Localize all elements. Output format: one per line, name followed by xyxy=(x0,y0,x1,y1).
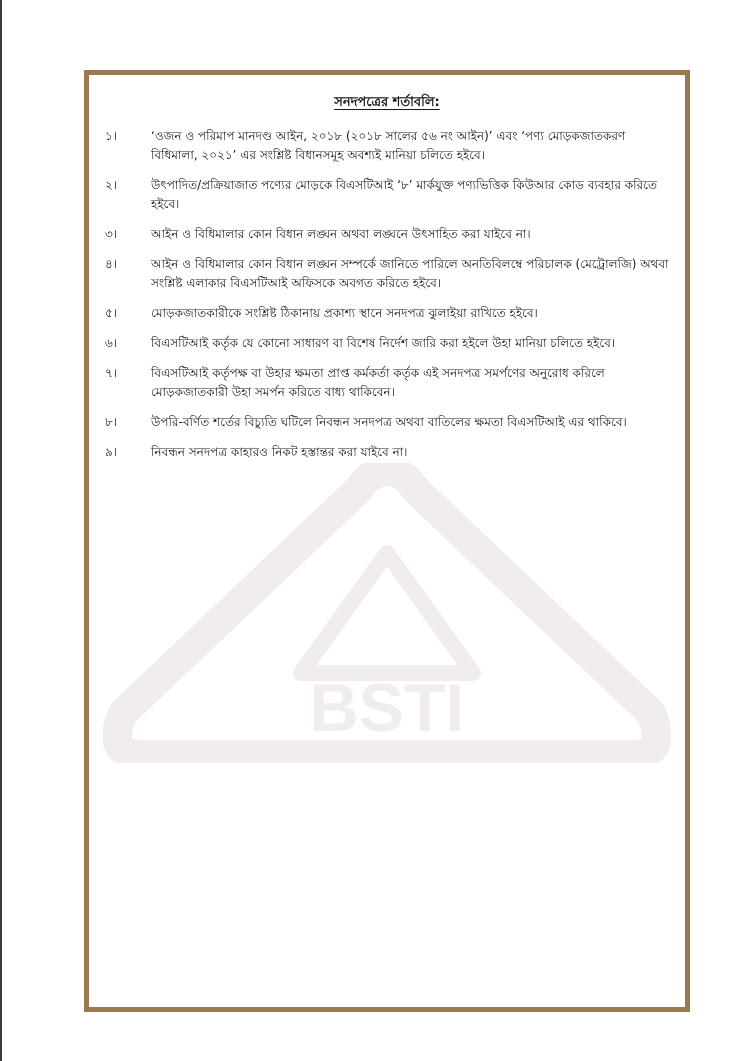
clause-number: ৭। xyxy=(105,366,118,380)
clause-number: ৯। xyxy=(105,445,118,459)
clause-number: ১। xyxy=(105,129,118,143)
clause-text: বিএসটিআই কর্তৃপক্ষ বা উহার ক্ষমতা প্রাপ্ত কর্মকর্তা কর্তৃক এই সনদপত্র সমর্পণের অনুরোধ করিলে মোড়কজাতকারী উহা সমর্পন করিতে বাধ্য থাকিবেন। xyxy=(151,366,605,399)
term-clause xyxy=(89,413,685,432)
clause-number: ৪। xyxy=(105,257,118,271)
clause-text: মোড়কজাতকারীকে সংশ্লিষ্ট ঠিকানায় প্রকাশ্য স্থানে সনদপত্র ঝুলাইয়া রাখিতে হইবে। xyxy=(151,306,538,320)
page-left-edge xyxy=(0,0,2,1061)
clause-text: আইন ও বিধিমালার কোন বিধান লঙ্ঘন সম্পর্কে জানিতে পারিলে অনতিবিলম্বে পরিচালক (মেট্রোলজি) অথবা সংশ্লিষ্ট এলাকার বিএসটিআই অফিসকে অবগত করিতে হইবে। xyxy=(151,257,669,290)
clause-text: আইন ও বিধিমালার কোন বিধান লঙ্ঘন অথবা লঙ্ঘনে উৎসাহিত করা যাইবে না। xyxy=(151,227,531,241)
certificate-content xyxy=(89,75,685,1007)
clause-number: ৩। xyxy=(105,227,118,241)
term-clause xyxy=(89,304,685,323)
clause-text: নিবন্ধন সনদপত্র কাহারও নিকট হস্তান্তর করা যাইবে না। xyxy=(151,445,408,459)
term-clause xyxy=(89,443,685,462)
clause-text: উৎপাদিত/প্রক্রিয়াজাত পণ্যের মোড়কে বিএসটিআই ‘৮’ মার্কযুক্ত পণ্যভিত্তিক কিউআর কোড ব্যবহার করিতে হইবে। xyxy=(151,178,658,211)
clause-text: ‘ওজন ও পরিমাপ মানদণ্ড আইন, ২০১৮ (২০১৮ সালের ৫৬ নং আইন)’ এবং ‘পণ্য মোড়কজাতকরণ বিধিমালা, ২০২১’ এর সংশ্লিষ্ট বিধানসমূহ অবশ্যই মানিয়া চলিতে হইবে। xyxy=(151,129,626,162)
watermark-logo-text: BSTI xyxy=(309,670,465,746)
term-clause xyxy=(89,127,685,165)
term-clause xyxy=(89,255,685,293)
clause-text: উপরি-বর্ণিত শর্তের বিচ্যুতি ঘটিলে নিবন্ধন সনদপত্র অথবা বাতিলের ক্ষমতা বিএসটিআই এর থাকিবে। xyxy=(151,415,627,429)
terms-list xyxy=(89,127,685,473)
term-clause xyxy=(89,176,685,214)
clause-number: ৮। xyxy=(105,415,118,429)
clause-text: বিএসটিআই কর্তৃক যে কোনো সাধারণ বা বিশেষ নির্দেশ জারি করা হইলে উহা মানিয়া চলিতে হইবে। xyxy=(151,336,616,350)
clause-number: ২। xyxy=(105,178,118,192)
clause-number: ৫। xyxy=(105,306,118,320)
certificate-frame xyxy=(84,70,690,1012)
term-clause xyxy=(89,334,685,353)
term-clause xyxy=(89,364,685,402)
clause-number: ৬। xyxy=(105,336,118,350)
terms-title: সনদপত্রের শর্তাবলি: xyxy=(334,95,440,110)
term-clause xyxy=(89,225,685,244)
